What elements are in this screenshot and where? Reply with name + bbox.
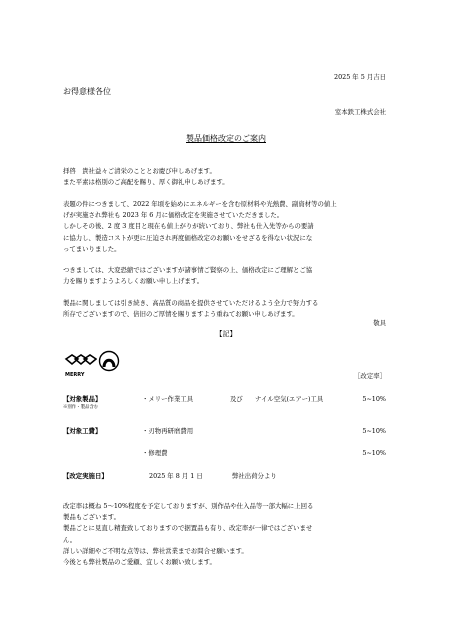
footer-line: 今後とも弊社製品のご愛顧、宜しくお願い致します。 [63,558,216,567]
body-line: つきましては、大変恐縮ではございますが諸事情ご賢察の上、価格改定にご理解とご協 [63,266,313,274]
greeting-line: 拝啓 貴社益々ご清栄のこととお慶び申しあげます。 [63,167,216,175]
body-line: に協力し、製造コストが更に圧迫され再度価格改定のお願いをせざるを得ない状況にな [63,233,313,242]
footer-line: 改定率は概ね 5～10%程度を予定しておりますが、別作品や仕入品等一部大幅に上回る [63,502,314,510]
document-title: 製品価格改定のご案内 [186,134,266,143]
product-line: ・メリー作業工具 [142,395,194,403]
effective-note: 弊社出荷分より [232,472,277,480]
body-line: ってまいりました。 [63,244,121,253]
body-line: 所存でございますので、倍旧のご厚情を賜りますよう重ねてお願い申しあげます。 [63,310,299,319]
ki-heading: 【記】 [215,330,237,338]
footer-line: 製品ごとに見直し精査致しておりますので据置品も有り、改定率が一律ではございませ [63,524,313,533]
rate-header: ［改定率］ [354,372,386,380]
effective-date-label: 【改定実施日】 [63,472,108,480]
footer-line: 製品もございます。 [63,513,121,522]
body-paragraph-2 [63,265,395,287]
document-date: 2025 年 5 月吉日 [334,73,386,81]
body-paragraph-1 [63,199,395,255]
labor-repair: ・修理費 [142,449,168,457]
body-line: げが実施され弊社も 2023 年 6 月に価格改定を実施させていただきました。 [63,211,284,220]
second-brand-logo [98,350,120,372]
product-rate: 5~10% [362,395,386,403]
greeting-line: また平素は格別のご高配を賜り、厚く御礼申しあげます。 [63,178,229,187]
target-labor-label: 【対象工費】 [63,427,102,435]
and-text: 及び [230,395,243,403]
effective-date: 2025 年 8 月 1 日 [149,472,203,480]
recipient: お得意様各位 [63,87,111,96]
body-line: 製品に関しましては引き続き、高品質の商品を提供させていただけるよう全力で努力する [63,299,319,307]
greeting-paragraph [63,166,395,188]
target-products-note: ※別作・製品含む [63,405,99,410]
closing: 敬具 [373,319,386,327]
body-line: 力を賜りますようよろしくお願い申し上げます。 [63,277,204,286]
body-line: 表題の件につきまして、2022 年頃を始めにエネルギーを含む原材料や光熱費、副資材等の値上 [63,200,337,208]
footer-paragraph [63,501,395,568]
nile-tools: ナイル空気(エアー)工具 [255,395,324,403]
labor-repair-rate: 5~10% [362,449,386,457]
footer-line: ん。 [63,535,77,544]
body-paragraph-3 [63,298,395,320]
company-name: 室本鉄工株式会社 [334,108,386,116]
merry-logo-text: MERRY [65,372,85,378]
footer-line: 詳しい詳細やご不明な点等は、弊社営業までお問合せ願います。 [63,546,248,555]
labor-regrinding: ・刃物再研磨費用 [142,427,194,435]
target-products-label: 【対象製品】 [63,395,102,403]
labor-regrinding-rate: 5~10% [362,427,386,435]
body-line: しかしその後、2 度 3 度目と現在も値上がりが続いており、弊社も仕入先等からの要請 [63,222,314,231]
